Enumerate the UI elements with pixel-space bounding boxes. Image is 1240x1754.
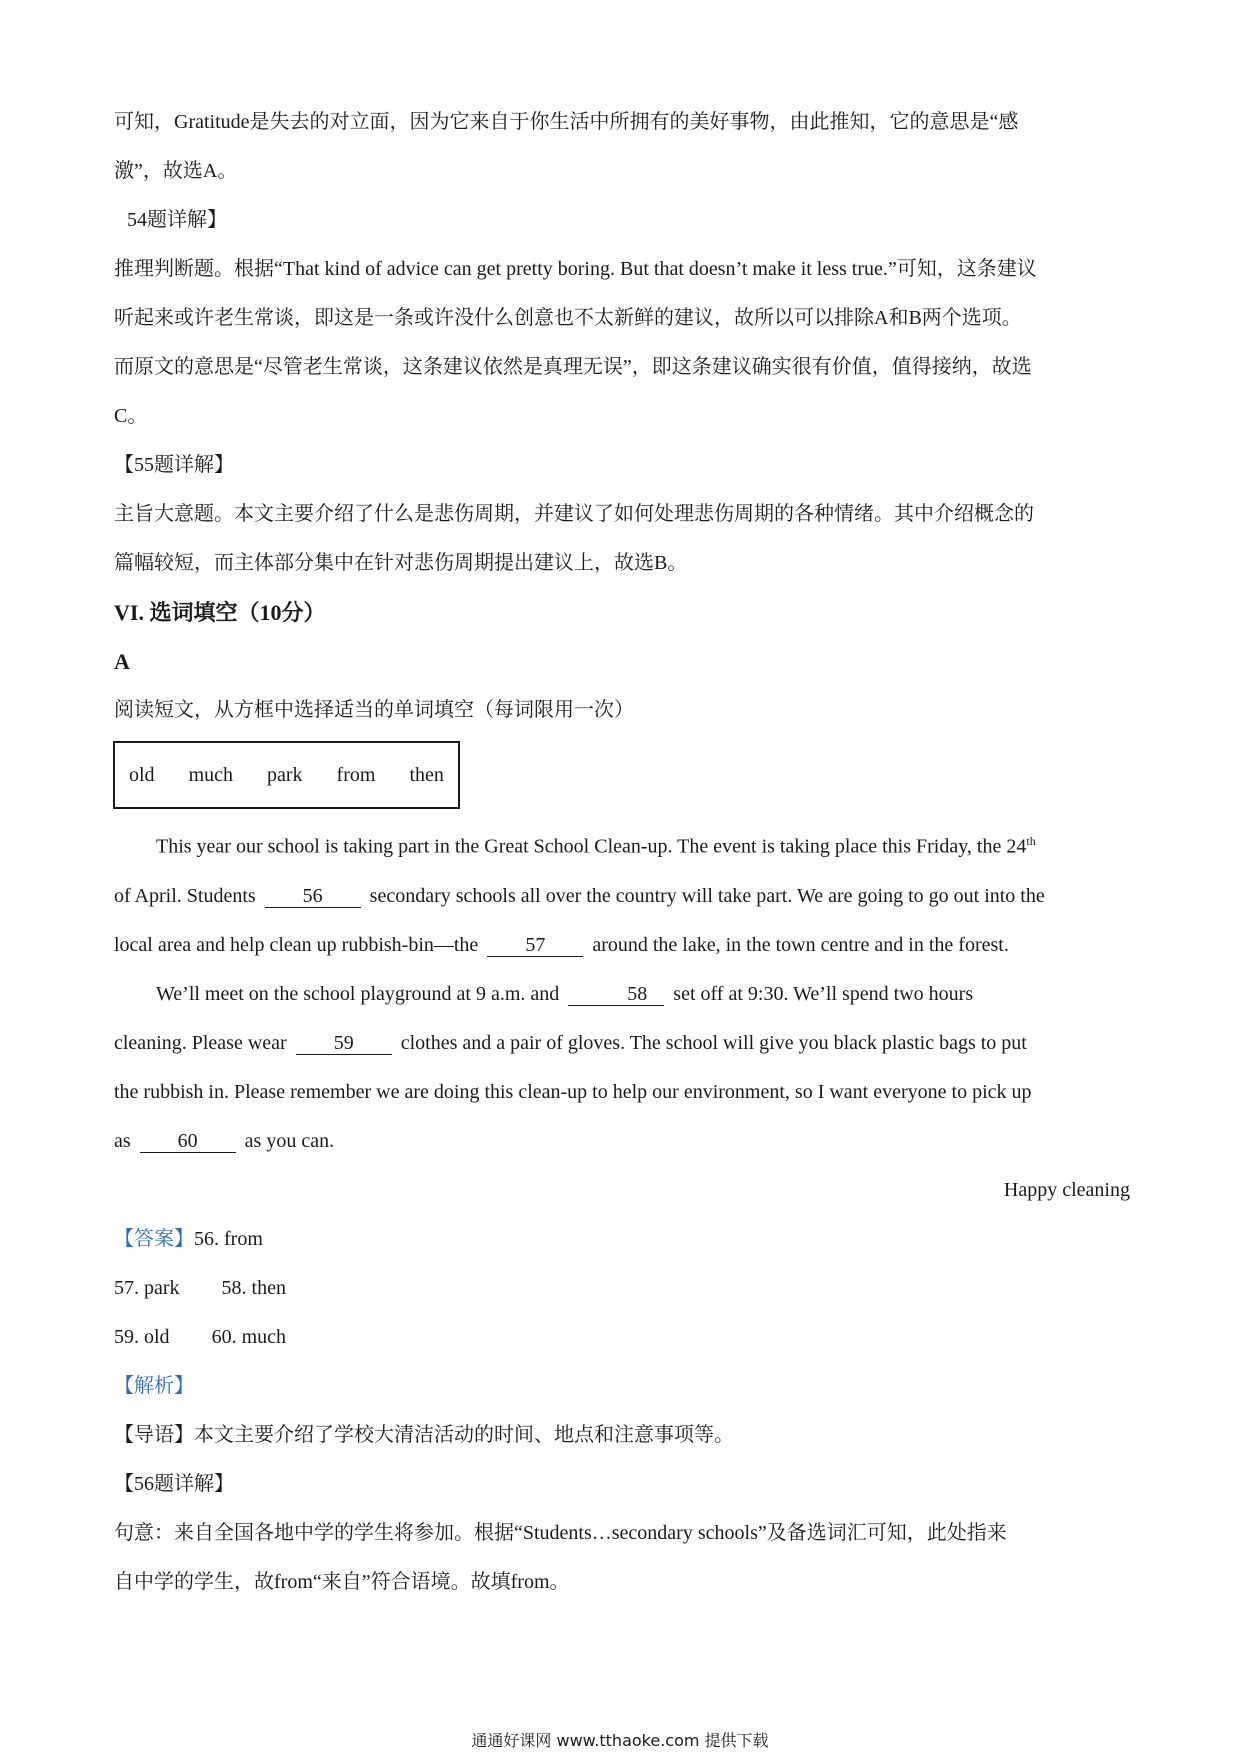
blank-59: 59	[296, 1032, 392, 1055]
q55-line-2: 篇幅较短，而主体部分集中在针对悲伤周期提出建议上，故选B。	[114, 552, 688, 574]
passage-line-2: of April. Students 56 secondary schools all over the country will take part. We are going to go out into the	[114, 884, 1045, 907]
q54-line-1: 推理判断题。根据“That kind of advice can get pretty boring. But that doesn’t make it less true.”可知，这条建议	[114, 258, 1037, 280]
passage-line-7: as 60 as you can.	[114, 1129, 335, 1152]
answer-line-1	[114, 1215, 1130, 1264]
page-content	[114, 98, 1130, 1607]
word-box	[113, 741, 460, 809]
word-option: then	[409, 763, 444, 786]
q56-heading: 【56题详解】	[114, 1472, 234, 1495]
blank-60: 60	[140, 1130, 236, 1153]
q54-line-2: 听起来或许老生常谈，即这是一条或许没什么创意也不太新鲜的建议，故所以可以排除A和B两个选项。	[114, 307, 1022, 329]
answer-60: 60. much	[211, 1325, 286, 1348]
q54-heading: 54题详解】	[127, 209, 227, 231]
passage-line-5: cleaning. Please wear 59 clothes and a pair of gloves. The school will give you black plastic bags to put	[114, 1031, 1027, 1054]
section-sub: A	[114, 649, 130, 674]
q54-line-3: 而原文的意思是“尽管老生常谈，这条建议依然是真理无误”，即这条建议确实很有价值，值得接纳，故选	[114, 356, 1032, 378]
page-footer: 通通好课网 www.tthaoke.com 提供下载	[471, 1731, 769, 1750]
q56-line-2: 自中学的学生，故from“来自”符合语境。故填from。	[114, 1570, 570, 1593]
answer-59: 59. old	[114, 1325, 170, 1348]
section-instruction: 阅读短文，从方框中选择适当的单词填空（每词限用一次）	[114, 699, 634, 721]
blank-56: 56	[265, 885, 361, 908]
answer-57: 57. park	[114, 1276, 180, 1299]
answer-line-2	[114, 1264, 1130, 1313]
answer-58: 58. then	[221, 1276, 286, 1299]
passage-line-3: local area and help clean up rubbish-bin—the 57 around the lake, in the town centre and in the forest.	[114, 933, 1009, 956]
section-title: VI. 选词填空（10分）	[114, 600, 326, 625]
q54-line-4: C。	[114, 405, 148, 427]
passage-line-1: This year our school is taking part in the Great School Clean-up. The event is taking place this Friday, the 24th	[156, 834, 1036, 858]
answer-label: 【答案】	[114, 1227, 194, 1250]
prev-line-1: 可知，Gratitude是失去的对立面，因为它来自于你生活中所拥有的美好事物，由此推知，它的意思是“感	[114, 111, 1019, 133]
word-option: from	[336, 763, 376, 786]
word-option: old	[129, 763, 155, 786]
answer-line-3	[114, 1313, 1130, 1362]
answer-56: 56. from	[194, 1227, 263, 1250]
blank-58: 58	[568, 983, 664, 1006]
passage-sign-off: Happy cleaning	[1003, 1178, 1130, 1201]
q55-line-1: 主旨大意题。本文主要介绍了什么是悲伤周期，并建议了如何处理悲伤周期的各种情绪。其中介绍概念的	[114, 503, 1034, 525]
blank-57: 57	[487, 934, 583, 957]
q56-line-1: 句意：来自全国各地中学的学生将参加。根据“Students…secondary schools”及备选词汇可知，此处指来	[114, 1521, 1007, 1544]
analysis-intro: 【导语】本文主要介绍了学校大清洁活动的时间、地点和注意事项等。	[114, 1423, 734, 1446]
passage-line-6: the rubbish in. Please remember we are doing this clean-up to help our environment, so I want everyone to pick up	[114, 1080, 1032, 1103]
q55-heading: 【55题详解】	[114, 454, 234, 476]
passage-line-4: We’ll meet on the school playground at 9 a.m. and 58 set off at 9:30. We’ll spend two hours	[156, 982, 974, 1005]
word-option: much	[188, 763, 233, 786]
word-option: park	[267, 763, 303, 786]
analysis-label: 【解析】	[114, 1374, 194, 1397]
prev-line-2: 激”，故选A。	[114, 160, 238, 182]
